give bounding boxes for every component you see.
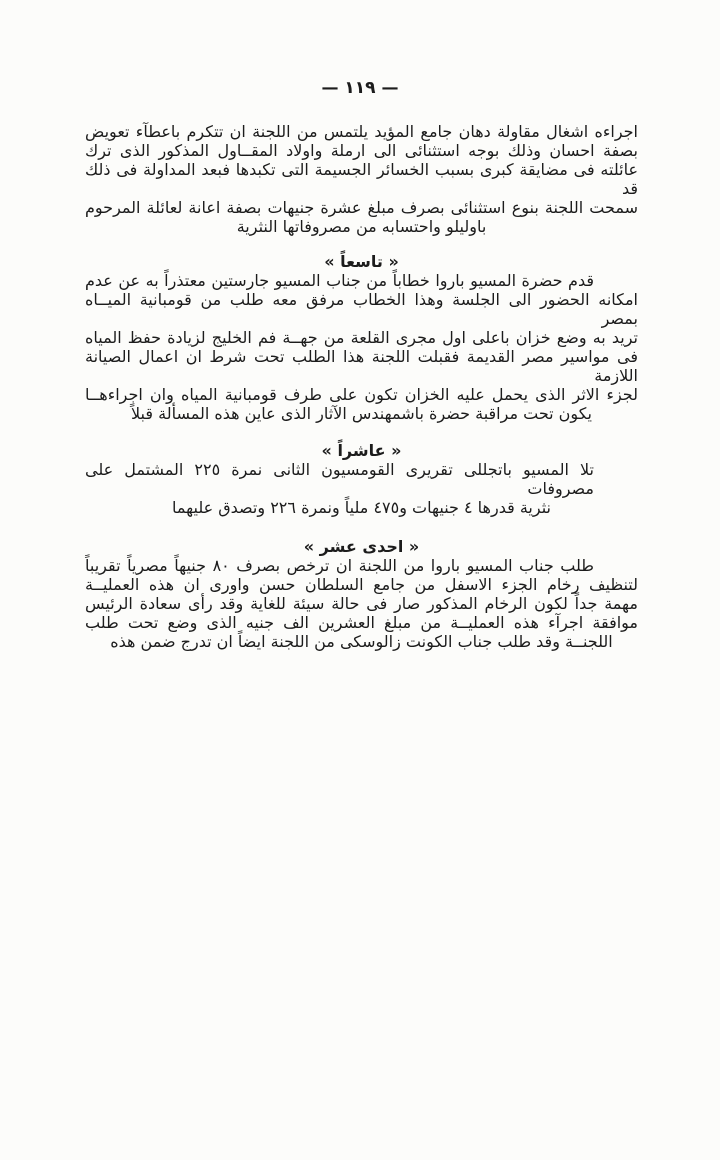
text-line: سمحت اللجنة بنوع استثنائى بصرف مبلغ عشرة جنيهات بصفة اعانة لعائلة المرحوم: [85, 198, 638, 217]
text-line: لجزء الاثر الذى يحمل عليه الخزان تكون على طرف قومبانية المياه وان اجراءهــا: [85, 385, 638, 404]
text-line: عائلته فى مضايقة كبرى بسبب الخسائر الجسيمة التى تكبدها فبعد المداولة فى ذلك قد: [85, 160, 638, 198]
text-line: تلا المسيو باتجللى تقريرى القومسيون الثانى نمرة ٢٢٥ المشتمل على مصروفات: [85, 460, 594, 498]
scanned-book-page: [0, 78, 720, 1160]
text-line: فى مواسير مصر القديمة فقبلت اللجنة هذا الطلب تحت شرط ان اعمال الصيانة اللازمة: [85, 347, 638, 385]
text-line: بصفة احسان وذلك بوجه استثنائى الى ارملة واولاد المقــاول المذكور الذى ترك: [85, 141, 638, 160]
section-heading-eleventh: « احدى عشر »: [303, 537, 420, 556]
text-line: مهمة جداً لكون الرخام المذكور صار فى حالة سيئة للغاية وقد رأى سعادة الرئيس: [85, 594, 638, 613]
text-line: موافقة اجرآء هذه العمليــة من مبلغ العشرين الف جنيه الذى وضع تحت طلب: [85, 613, 638, 632]
text-line: يكون تحت مراقبة حضرة باشمهندس الآثار الذى عاين هذه المسألة قبلاً: [131, 404, 592, 423]
text-line: طلب جناب المسيو باروا من اللجنة ان ترخص بصرف ٨٠ جنيهاً مصرياً تقريباً: [85, 556, 594, 575]
section-heading-tenth: « عاشراً »: [321, 441, 402, 460]
text-line: اجراءه اشغال مقاولة دهان جامع المؤيد يلتمس من اللجنة ان تتكرم باعطآء تعويض: [85, 122, 638, 141]
text-line: تريد به وضع خزان باعلى اول مجرى القلعة من جهــة فم الخليج لزيادة حفظ المياه: [85, 328, 638, 347]
section-heading-ninth: « تاسعاً »: [324, 252, 399, 271]
text-line: نثرية قدرها ٤ جنيهات و٤٧٥ ملياً ونمرة ٢٢٦ وتصدق عليهما: [171, 498, 551, 517]
text-line: باوليلو واحتسابه من مصروفاتها النثرية: [236, 217, 487, 236]
page-number: — ١١٩ —: [321, 78, 399, 98]
text-line: قدم حضرة المسيو باروا خطاباً من جناب المسيو جارستين معتذراً به عن عدم: [85, 271, 594, 290]
text-line: لتنظيف رخام الجزء الاسفل من جامع السلطان حسن واورى ان هذه العمليــة: [85, 575, 638, 594]
page-text-block: [85, 122, 638, 651]
text-line: اللجنــة وقد طلب جناب الكونت زالوسكى من اللجنة ايضاً ان تدرج ضمن هذه: [110, 632, 613, 651]
text-line: امكانه الحضور الى الجلسة وهذا الخطاب مرفق معه طلب من قومبانية الميــاه بمصر: [85, 290, 638, 328]
